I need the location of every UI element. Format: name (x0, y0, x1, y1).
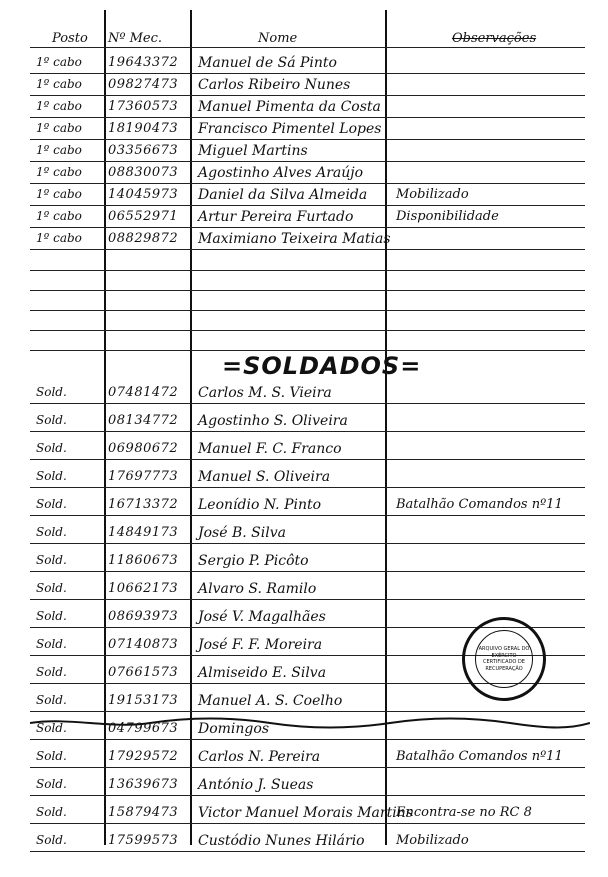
rank-cell: Sold. (36, 805, 67, 819)
number-cell: 07481472 (108, 385, 179, 400)
number-cell: 17697773 (108, 469, 179, 484)
row-rule (30, 431, 585, 432)
number-cell: 03356673 (108, 143, 179, 158)
name-cell: Manuel A. S. Coelho (198, 693, 343, 709)
rank-cell: Sold. (36, 833, 67, 847)
rank-cell: 1º cabo (36, 209, 82, 223)
rank-cell: Sold. (36, 581, 67, 595)
number-cell: 10662173 (108, 581, 179, 596)
rank-cell: 1º cabo (36, 231, 82, 245)
rank-cell: Sold. (36, 693, 67, 707)
rank-cell: Sold. (36, 609, 67, 623)
name-cell: Carlos Ribeiro Nunes (198, 77, 351, 93)
rank-cell: Sold. (36, 777, 67, 791)
row-rule (30, 73, 585, 74)
rank-cell: Sold. (36, 721, 67, 735)
row-rule (30, 599, 585, 600)
row-rule (30, 767, 585, 768)
row-rule (30, 161, 585, 162)
number-cell: 19643372 (108, 55, 179, 70)
number-cell: 06552971 (108, 209, 179, 224)
name-cell: Manuel S. Oliveira (198, 469, 331, 485)
empty-row-rule (30, 310, 585, 311)
row-rule (30, 543, 585, 544)
stamp-ring-text: ARQUIVO GERAL DO EXÉRCITO (478, 646, 530, 659)
row-rule (30, 571, 585, 572)
name-cell: Maximiano Teixeira Matias (198, 231, 391, 247)
row-rule (30, 795, 585, 796)
name-cell: Leonídio N. Pinto (198, 497, 322, 513)
row-rule (30, 227, 585, 228)
rank-cell: Sold. (36, 525, 67, 539)
rank-cell: Sold. (36, 441, 67, 455)
header-underline (30, 47, 585, 48)
number-cell: 16713372 (108, 497, 179, 512)
name-cell: Artur Pereira Furtado (198, 209, 354, 225)
cancelled-row-scribble (30, 717, 590, 729)
number-cell: 18190473 (108, 121, 179, 136)
number-cell: 17360573 (108, 99, 179, 114)
rank-cell: Sold. (36, 497, 67, 511)
name-cell: Manuel de Sá Pinto (198, 55, 337, 71)
row-rule (30, 823, 585, 824)
number-cell: 11860673 (108, 553, 179, 568)
rank-cell: Sold. (36, 385, 67, 399)
rank-cell: 1º cabo (36, 143, 82, 157)
rank-cell: Sold. (36, 413, 67, 427)
rank-cell: Sold. (36, 469, 67, 483)
observation-cell: Batalhão Comandos nº11 (396, 497, 563, 512)
header-name: Nome (258, 31, 298, 46)
observation-cell: Mobilizado (396, 833, 469, 848)
empty-row-rule (30, 330, 585, 331)
name-cell: Manuel Pimenta da Costa (198, 99, 381, 115)
rank-cell: 1º cabo (36, 165, 82, 179)
stamp-center-text: CERTIFICADO DE RECUPERAÇÃO (483, 659, 525, 672)
number-cell: 15879473 (108, 805, 179, 820)
empty-row-rule (30, 290, 585, 291)
name-cell: Daniel da Silva Almeida (198, 187, 368, 203)
name-cell: Agostinho S. Oliveira (198, 413, 348, 429)
observation-cell: Batalhão Comandos nº11 (396, 749, 563, 764)
row-rule (30, 249, 585, 250)
name-cell: José B. Silva (198, 525, 286, 541)
row-rule (30, 403, 585, 404)
empty-row-rule (30, 270, 585, 271)
name-cell: Miguel Martins (198, 143, 308, 159)
number-cell: 04799673 (108, 721, 179, 736)
row-rule (30, 739, 585, 740)
row-rule (30, 183, 585, 184)
name-cell: António J. Sueas (198, 777, 314, 793)
row-rule (30, 711, 585, 712)
rank-cell: 1º cabo (36, 121, 82, 135)
observation-cell: Encontra-se no RC 8 (396, 805, 532, 820)
number-cell: 17599573 (108, 833, 179, 848)
empty-row-rule (30, 350, 585, 351)
row-rule (30, 95, 585, 96)
observation-cell: Disponibilidade (396, 209, 499, 224)
rank-cell: Sold. (36, 665, 67, 679)
observation-cell: Mobilizado (396, 187, 469, 202)
row-rule (30, 117, 585, 118)
number-cell: 19153173 (108, 693, 179, 708)
name-cell: Custódio Nunes Hilário (198, 833, 365, 849)
name-cell: Alvaro S. Ramilo (198, 581, 317, 597)
number-cell: 07661573 (108, 665, 179, 680)
name-cell: Almiseido E. Silva (198, 665, 327, 681)
rank-cell: Sold. (36, 637, 67, 651)
archive-stamp (462, 617, 546, 701)
number-cell: 14849173 (108, 525, 179, 540)
rank-cell: Sold. (36, 749, 67, 763)
row-rule (30, 851, 585, 852)
header-rank: Posto (52, 31, 88, 46)
rank-cell: 1º cabo (36, 77, 82, 91)
rank-cell: Sold. (36, 553, 67, 567)
header-number: Nº Mec. (108, 31, 163, 46)
header-observations: Observações (452, 31, 537, 46)
rank-cell: 1º cabo (36, 55, 82, 69)
number-cell: 08829872 (108, 231, 179, 246)
number-cell: 06980672 (108, 441, 179, 456)
rank-cell: 1º cabo (36, 187, 82, 201)
number-cell: 08134772 (108, 413, 179, 428)
name-cell: Francisco Pimentel Lopes (198, 121, 382, 137)
name-cell: José F. F. Moreira (198, 637, 323, 653)
number-cell: 13639673 (108, 777, 179, 792)
number-cell: 08830073 (108, 165, 179, 180)
name-cell: Agostinho Alves Araújo (198, 165, 364, 181)
name-cell: Domingos (198, 721, 269, 737)
number-cell: 09827473 (108, 77, 179, 92)
name-cell: Carlos M. S. Vieira (198, 385, 332, 401)
number-cell: 14045973 (108, 187, 179, 202)
name-cell: José V. Magalhães (198, 609, 326, 625)
name-cell: Sergio P. Picôto (198, 553, 309, 569)
name-cell: Victor Manuel Morais Martins (198, 805, 413, 821)
name-cell: Manuel F. C. Franco (198, 441, 342, 457)
number-cell: 08693973 (108, 609, 179, 624)
row-rule (30, 515, 585, 516)
row-rule (30, 205, 585, 206)
row-rule (30, 459, 585, 460)
rank-cell: 1º cabo (36, 99, 82, 113)
section-title: =SOLDADOS= (222, 352, 422, 380)
name-cell: Carlos N. Pereira (198, 749, 321, 765)
row-rule (30, 487, 585, 488)
number-cell: 07140873 (108, 637, 179, 652)
row-rule (30, 139, 585, 140)
number-cell: 17929572 (108, 749, 179, 764)
